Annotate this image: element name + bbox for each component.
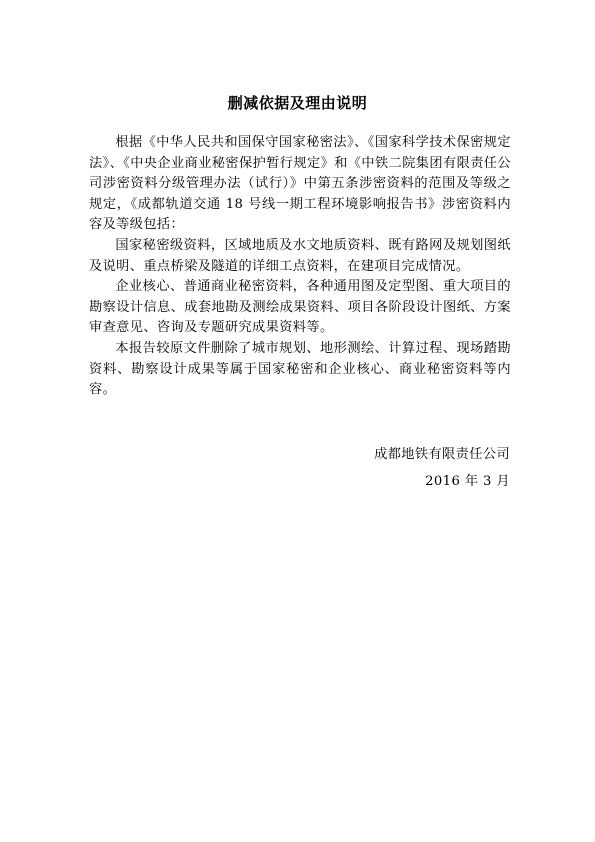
- signature-company: 成都地铁有限责任公司: [374, 447, 510, 462]
- paragraph-deletion-summary: 本报告较原文件删除了城市规划、地形测绘、计算过程、现场踏勘资料、勘察设计成果等属于国家秘密和企业核心、商业秘密资料等内容。: [89, 340, 511, 398]
- document-body: [89, 133, 511, 401]
- signature-block: [300, 441, 510, 495]
- paragraph-state-secret: 国家秘密级资料，区域地质及水文地质资料、既有路网及规划图纸及说明、重点桥梁及隧道的详细工点资料，在建项目完成情况。: [89, 237, 511, 274]
- signature-date: 2016 年 3 月: [425, 474, 510, 489]
- document-title: 删减依据及理由说明: [227, 94, 368, 112]
- paragraph-legal-basis: 根据《中华人民共和国保守国家秘密法》、《国家科学技术保密规定法》、《中央企业商业秘密保护暂行规定》和《中铁二院集团有限责任公司涉密资料分级管理办法（试行）》中第五条涉密资料的范围及等级之规定，《成都轨道交通 18 号线一期工程环境影响报告书》涉密资料内容及等级包括：: [89, 135, 511, 233]
- paragraph-commercial-secret: 企业核心、普通商业秘密资料，各种通用图及定型图、重大项目的勘察设计信息、成套地勘及测绘成果资料、项目各阶段设计图纸、方案审查意见、咨询及专题研究成果资料等。: [89, 279, 511, 336]
